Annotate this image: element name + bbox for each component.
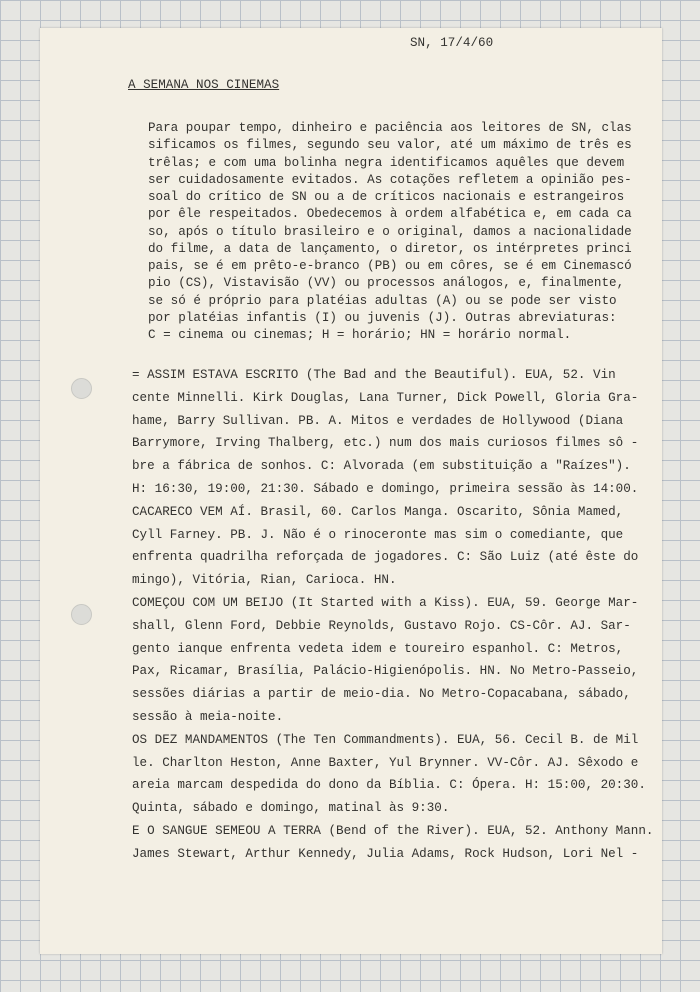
film-listings: [132, 364, 653, 866]
intro-line: Para poupar tempo, dinheiro e paciência aos leitores de SN, clas: [148, 121, 632, 135]
listing-line: sessão à meia-noite.: [132, 709, 284, 724]
listing-line: Quinta, sábado e domingo, matinal às 9:30.: [132, 801, 450, 816]
intro-line: se só é próprio para platéias adultas (A) ou se pode ser visto: [148, 293, 617, 308]
intro-line: por platéias infantis (I) ou juvenis (J). Outras abreviaturas:: [148, 310, 617, 325]
listing-line: OS DEZ MANDAMENTOS (The Ten Commandments). EUA, 56. Cecil B. de Mil: [132, 732, 639, 747]
intro-line: ser cuidadosamente evitados. As cotações refletem a opinião pes-: [148, 172, 632, 187]
listing-line: sessões diárias a partir de meio-dia. No Metro-Copacabana, sábado,: [132, 687, 631, 702]
listing-line: mingo), Vitória, Rian, Carioca. HN.: [132, 573, 397, 588]
listing-line: cente Minnelli. Kirk Douglas, Lana Turner, Dick Powell, Gloria Gra-: [132, 390, 639, 405]
intro-line: so, após o título brasileiro e o original, damos a nacionalidade: [148, 224, 632, 239]
intro-line: pais, se é em prêto-e-branco (PB) ou em côres, se é em Cinemascó: [148, 259, 632, 273]
intro-line: por êle respeitados. Obedecemos à ordem alfabética e, em cada ca: [148, 207, 632, 222]
intro-line: trêlas; e com uma bolinha negra identificamos aquêles que devem: [148, 155, 625, 170]
listing-line: = ASSIM ESTAVA ESCRITO (The Bad and the Beautiful). EUA, 52. Vin: [132, 368, 616, 382]
listing-line: CACARECO VEM AÍ. Brasil, 60. Carlos Manga. Oscarito, Sônia Mamed,: [132, 504, 624, 519]
intro-line: soal do crítico de SN ou a de críticos nacionais e estrangeiros: [148, 190, 625, 204]
listing-line: COMEÇOU COM UM BEIJO (It Started with a Kiss). EUA, 59. George Mar-: [132, 595, 639, 610]
punch-hole: [71, 378, 92, 399]
punch-hole: [71, 604, 92, 625]
listing-line: Barrymore, Irving Thalberg, etc.) num dos mais curiosos filmes sô -: [132, 436, 639, 451]
listing-line: le. Charlton Heston, Anne Baxter, Yul Brynner. VV-Côr. AJ. Sêxodo e: [132, 755, 639, 770]
listing-line: E O SANGUE SEMEOU A TERRA (Bend of the River). EUA, 52. Anthony Mann.: [132, 823, 654, 838]
intro-line: C = cinema ou cinemas; H = horário; HN = horário normal.: [148, 328, 572, 342]
intro-paragraph: [148, 120, 632, 344]
listing-line: enfrenta quadrilha reforçada de jogadores. C: São Luiz (até êste do: [132, 550, 639, 565]
intro-line: sificamos os filmes, segundo seu valor, até um máximo de três es: [148, 138, 632, 153]
listing-line: gento ianque enfrenta vedeta idem e toureiro espanhol. C: Metros,: [132, 641, 624, 656]
listing-line: Cyll Farney. PB. J. Não é o rinoceronte mas sim o comediante, que: [132, 527, 624, 542]
listing-line: James Stewart, Arthur Kennedy, Julia Adams, Rock Hudson, Lori Nel -: [132, 846, 639, 861]
page-header-date: SN, 17/4/60: [410, 36, 494, 50]
page-title: A SEMANA NOS CINEMAS: [128, 78, 280, 92]
listing-line: shall, Glenn Ford, Debbie Reynolds, Gustavo Rojo. CS-Côr. AJ. Sar-: [132, 618, 631, 633]
listing-line: H: 16:30, 19:00, 21:30. Sábado e domingo, primeira sessão às 14:00.: [132, 481, 639, 496]
listing-line: areia marcam despedida do dono da Bíblia. C: Ópera. H: 15:00, 20:30.: [132, 778, 646, 793]
listing-line: hame, Barry Sullivan. PB. A. Mitos e verdades de Hollywood (Diana: [132, 413, 624, 428]
intro-line: pio (CS), Vistavisão (VV) ou processos análogos, e, finalmente,: [148, 276, 625, 291]
intro-line: do filme, a data de lançamento, o diretor, os intérpretes princi: [148, 241, 632, 256]
listing-line: bre a fábrica de sonhos. C: Alvorada (em substituição a "Raízes").: [132, 459, 631, 474]
listing-line: Pax, Ricamar, Brasília, Palácio-Higienópolis. HN. No Metro-Passeio,: [132, 664, 639, 679]
